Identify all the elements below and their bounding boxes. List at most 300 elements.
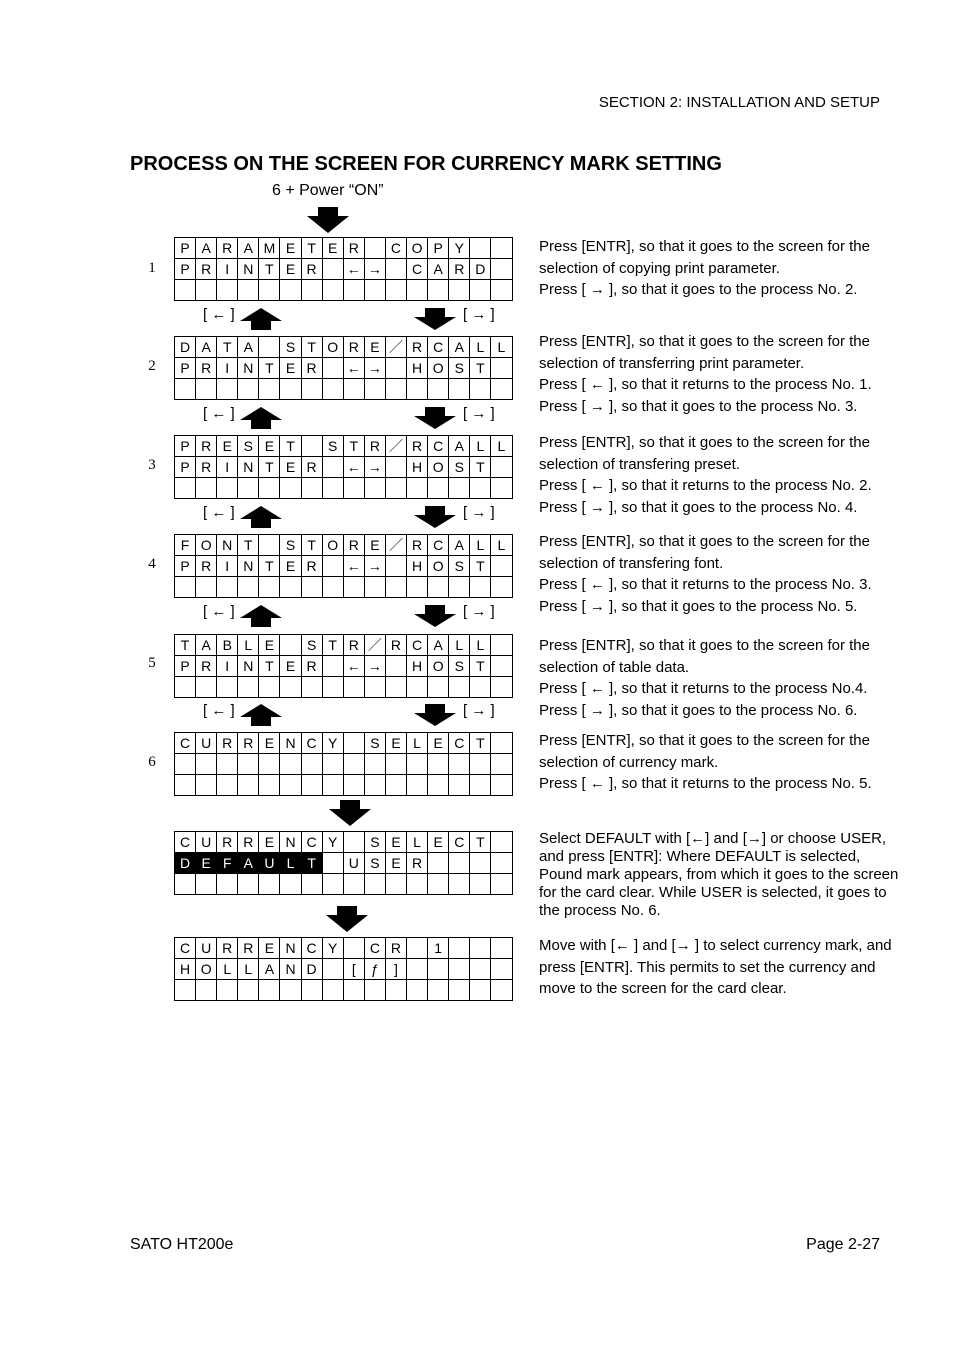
lcd-cell — [343, 577, 364, 598]
lcd-screen — [174, 336, 513, 400]
lcd-cell — [491, 457, 512, 478]
arrow-down-icon — [329, 800, 371, 826]
step-number: 5 — [148, 655, 156, 671]
lcd-cell: C — [301, 832, 322, 853]
page-title: PROCESS ON THE SCREEN FOR CURRENCY MARK SETTING — [130, 153, 722, 175]
lcd-screen — [174, 435, 513, 499]
lcd-cell: T — [280, 436, 301, 457]
lcd-cell: L — [217, 959, 238, 980]
lcd-row — [175, 938, 513, 959]
lcd-cell: Y — [322, 938, 343, 959]
lcd-cell: P — [175, 358, 196, 379]
lcd-cell: → — [364, 358, 385, 379]
lcd-cell: R — [343, 238, 364, 259]
section-header: SECTION 2: INSTALLATION AND SETUP — [598, 94, 880, 111]
lcd-cell: N — [280, 832, 301, 853]
lcd-cell — [175, 379, 196, 400]
description-line: Press [ → ], so that it goes to the process No. 3. — [539, 397, 858, 415]
lcd-cell: R — [301, 656, 322, 677]
lcd-cell — [407, 938, 428, 959]
lcd-cell: T — [259, 358, 280, 379]
lcd-cell: U — [196, 832, 217, 853]
key-left-label: [ ← ] — [203, 603, 235, 620]
lcd-cell — [385, 259, 406, 280]
lcd-cell: E — [280, 238, 301, 259]
lcd-cell: R — [449, 259, 470, 280]
arrow-down-icon — [414, 704, 456, 726]
lcd-cell — [428, 478, 449, 499]
lcd-cell — [491, 832, 512, 853]
lcd-cell: H — [407, 656, 428, 677]
lcd-cell — [470, 980, 491, 1001]
lcd-cell: A — [196, 238, 217, 259]
lcd-cell: I — [217, 656, 238, 677]
lcd-row — [175, 853, 513, 874]
lcd-cell — [364, 577, 385, 598]
lcd-cell: C — [449, 832, 470, 853]
lcd-cell — [343, 754, 364, 775]
lcd-cell: E — [196, 853, 217, 874]
lcd-row — [175, 635, 513, 656]
lcd-row — [175, 379, 513, 400]
lcd-cell — [407, 874, 428, 895]
lcd-cell — [280, 635, 301, 656]
lcd-cell — [364, 980, 385, 1001]
lcd-cell — [343, 280, 364, 301]
lcd-cell — [322, 980, 343, 1001]
lcd-cell — [343, 980, 364, 1001]
lcd-cell: U — [196, 938, 217, 959]
description-line: Press [ ← ], so that it returns to the process No.4. — [539, 680, 868, 697]
lcd-cell: E — [259, 832, 280, 853]
lcd-cell — [364, 677, 385, 698]
lcd-cell — [301, 577, 322, 598]
lcd-row — [175, 733, 513, 754]
lcd-cell: P — [175, 436, 196, 457]
lcd-cell: Y — [322, 733, 343, 754]
lcd-cell — [259, 677, 280, 698]
lcd-cell — [491, 379, 512, 400]
lcd-cell: R — [385, 635, 406, 656]
lcd-cell: F — [217, 853, 238, 874]
lcd-cell: P — [428, 238, 449, 259]
lcd-cell: O — [322, 337, 343, 358]
lcd-cell: L — [491, 535, 512, 556]
lcd-screen — [174, 534, 513, 598]
lcd-cell: T — [470, 733, 491, 754]
step-description — [539, 331, 899, 417]
lcd-cell: E — [385, 832, 406, 853]
lcd-cell: R — [407, 436, 428, 457]
lcd-cell — [322, 358, 343, 379]
lcd-cell: L — [491, 436, 512, 457]
lcd-cell — [175, 280, 196, 301]
lcd-cell — [322, 259, 343, 280]
lcd-cell — [385, 556, 406, 577]
lcd-cell — [238, 754, 259, 775]
arrow-down-icon — [307, 207, 349, 233]
lcd-row — [175, 677, 513, 698]
lcd-row — [175, 535, 513, 556]
lcd-row — [175, 457, 513, 478]
lcd-cell — [280, 280, 301, 301]
lcd-cell — [196, 379, 217, 400]
lcd-cell — [280, 775, 301, 796]
lcd-cell — [196, 677, 217, 698]
arrow-up-icon — [240, 704, 282, 726]
lcd-cell — [343, 775, 364, 796]
lcd-cell: → — [364, 259, 385, 280]
lcd-cell: A — [449, 535, 470, 556]
lcd-cell — [491, 635, 512, 656]
key-right-label: [ → ] — [463, 504, 495, 521]
lcd-cell: I — [217, 457, 238, 478]
lcd-cell — [491, 938, 512, 959]
lcd-cell: T — [470, 358, 491, 379]
lcd-cell: E — [364, 337, 385, 358]
lcd-cell — [364, 379, 385, 400]
lcd-cell — [301, 980, 322, 1001]
lcd-cell — [238, 677, 259, 698]
lcd-cell — [238, 379, 259, 400]
lcd-cell: E — [259, 635, 280, 656]
lcd-cell: E — [322, 238, 343, 259]
lcd-cell: E — [280, 259, 301, 280]
lcd-row — [175, 959, 513, 980]
lcd-cell — [343, 478, 364, 499]
lcd-cell — [428, 959, 449, 980]
arrow-down-icon — [326, 906, 368, 932]
lcd-cell — [407, 280, 428, 301]
step-number: 4 — [148, 556, 156, 572]
lcd-cell: E — [259, 733, 280, 754]
lcd-cell — [259, 337, 280, 358]
lcd-cell: I — [217, 358, 238, 379]
lcd-row — [175, 259, 513, 280]
lcd-cell — [385, 656, 406, 677]
lcd-cell — [364, 874, 385, 895]
lcd-cell — [217, 280, 238, 301]
lcd-cell — [449, 959, 470, 980]
lcd-row — [175, 556, 513, 577]
lcd-cell — [449, 874, 470, 895]
lcd-cell: C — [428, 337, 449, 358]
lcd-cell — [407, 478, 428, 499]
lcd-cell — [364, 754, 385, 775]
description-line: Select DEFAULT with [←] and [→] or choose USER, and press [ENTR]: Where DEFAULT is selected, Pound mark appears, from which it goes to the screen for the card clear. While USER is selected, it goes to the process No. 6. — [539, 830, 899, 919]
lcd-cell — [449, 379, 470, 400]
lcd-cell — [238, 280, 259, 301]
lcd-cell: C — [449, 733, 470, 754]
lcd-cell: C — [407, 635, 428, 656]
lcd-cell: S — [364, 853, 385, 874]
lcd-cell: C — [175, 733, 196, 754]
lcd-cell: T — [301, 535, 322, 556]
lcd-cell: P — [175, 259, 196, 280]
description-line: Press [ENTR], so that it goes to the screen for the selection of transferring print parameter. — [539, 333, 870, 372]
lcd-cell: A — [449, 436, 470, 457]
lcd-cell — [217, 577, 238, 598]
lcd-cell — [470, 938, 491, 959]
lcd-cell: T — [259, 259, 280, 280]
lcd-cell: P — [175, 556, 196, 577]
lcd-cell: S — [449, 656, 470, 677]
lcd-row — [175, 656, 513, 677]
lcd-cell — [449, 577, 470, 598]
lcd-cell — [449, 853, 470, 874]
lcd-cell: U — [259, 853, 280, 874]
lcd-cell — [470, 280, 491, 301]
lcd-cell: R — [407, 337, 428, 358]
key-right-label: [ → ] — [463, 306, 495, 323]
lcd-cell: C — [428, 535, 449, 556]
lcd-row — [175, 754, 513, 775]
lcd-cell — [196, 478, 217, 499]
lcd-cell: C — [407, 259, 428, 280]
lcd-cell: A — [196, 635, 217, 656]
lcd-cell — [428, 874, 449, 895]
lcd-cell — [238, 775, 259, 796]
lcd-cell: L — [407, 733, 428, 754]
lcd-cell — [322, 754, 343, 775]
lcd-cell: R — [196, 259, 217, 280]
lcd-cell — [343, 874, 364, 895]
lcd-cell: ] — [385, 959, 406, 980]
lcd-row — [175, 980, 513, 1001]
lcd-cell: ƒ — [364, 959, 385, 980]
lcd-cell — [196, 775, 217, 796]
lcd-cell — [428, 775, 449, 796]
lcd-cell: → — [364, 457, 385, 478]
lcd-cell — [449, 775, 470, 796]
lcd-screen — [174, 937, 513, 1001]
lcd-cell — [385, 677, 406, 698]
lcd-cell — [364, 478, 385, 499]
lcd-cell — [196, 980, 217, 1001]
lcd-cell — [322, 457, 343, 478]
step-description — [539, 432, 899, 518]
lcd-cell: L — [449, 635, 470, 656]
lcd-cell — [301, 874, 322, 895]
arrow-down-icon — [414, 407, 456, 429]
step-number: 3 — [148, 457, 156, 473]
lcd-cell — [407, 959, 428, 980]
lcd-cell — [322, 775, 343, 796]
lcd-cell — [491, 478, 512, 499]
description-line: Press [ENTR], so that it goes to the screen for the selection of table data. — [539, 637, 870, 676]
lcd-cell — [491, 980, 512, 1001]
lcd-cell: O — [196, 535, 217, 556]
lcd-cell: R — [196, 358, 217, 379]
lcd-cell: H — [175, 959, 196, 980]
description-line: Press [ ← ], so that it returns to the process No. 2. — [539, 477, 872, 494]
description-line: Press [ ← ], so that it returns to the process No. 3. — [539, 576, 872, 593]
lcd-cell — [407, 754, 428, 775]
lcd-cell: R — [301, 457, 322, 478]
lcd-cell: U — [196, 733, 217, 754]
lcd-cell: R — [238, 938, 259, 959]
description-line: Press [ → ], so that it goes to the process No. 2. — [539, 281, 858, 298]
description-line: Press [ ← ], so that it returns to the process No. 1. — [539, 376, 872, 393]
lcd-cell: R — [343, 535, 364, 556]
step-description — [539, 531, 899, 617]
lcd-cell — [217, 677, 238, 698]
lcd-cell: O — [428, 556, 449, 577]
lcd-cell: C — [301, 733, 322, 754]
lcd-cell — [280, 379, 301, 400]
lcd-cell — [238, 478, 259, 499]
lcd-cell — [217, 754, 238, 775]
lcd-cell: T — [238, 535, 259, 556]
lcd-cell: N — [238, 656, 259, 677]
lcd-screen — [174, 831, 513, 895]
lcd-cell: L — [470, 535, 491, 556]
lcd-cell — [217, 874, 238, 895]
lcd-cell — [175, 677, 196, 698]
lcd-cell — [385, 358, 406, 379]
lcd-cell — [217, 379, 238, 400]
lcd-cell — [491, 733, 512, 754]
lcd-cell — [470, 754, 491, 775]
lcd-row — [175, 478, 513, 499]
lcd-cell — [385, 478, 406, 499]
lcd-cell: R — [238, 832, 259, 853]
lcd-cell — [175, 874, 196, 895]
lcd-cell: A — [428, 635, 449, 656]
step-description — [539, 830, 899, 920]
lcd-cell — [449, 980, 470, 1001]
lcd-cell: R — [385, 938, 406, 959]
lcd-cell: E — [259, 938, 280, 959]
lcd-cell: H — [407, 556, 428, 577]
lcd-cell — [407, 980, 428, 1001]
lcd-cell: T — [301, 238, 322, 259]
lcd-cell — [280, 980, 301, 1001]
lcd-cell: N — [217, 535, 238, 556]
lcd-cell: R — [217, 733, 238, 754]
lcd-cell: Y — [449, 238, 470, 259]
footer-product: SATO HT200e — [130, 1236, 234, 1253]
lcd-cell: E — [280, 358, 301, 379]
lcd-row — [175, 436, 513, 457]
lcd-cell: T — [259, 656, 280, 677]
lcd-cell: N — [238, 556, 259, 577]
lcd-row — [175, 358, 513, 379]
lcd-cell: S — [449, 358, 470, 379]
lcd-cell: C — [385, 238, 406, 259]
lcd-cell: S — [449, 556, 470, 577]
lcd-cell — [343, 832, 364, 853]
lcd-row — [175, 238, 513, 259]
lcd-cell — [301, 436, 322, 457]
step-description — [539, 635, 899, 721]
lcd-cell — [407, 775, 428, 796]
lcd-cell: O — [428, 358, 449, 379]
description-line: Press [ENTR], so that it goes to the screen for the selection of transfering font. — [539, 533, 870, 572]
lcd-cell: F — [175, 535, 196, 556]
lcd-cell — [238, 577, 259, 598]
lcd-cell: T — [343, 436, 364, 457]
lcd-cell — [491, 775, 512, 796]
lcd-cell: ← — [343, 259, 364, 280]
arrow-up-icon — [240, 308, 282, 330]
lcd-cell — [385, 280, 406, 301]
lcd-cell: T — [217, 337, 238, 358]
lcd-cell — [217, 980, 238, 1001]
lcd-cell: E — [280, 556, 301, 577]
lcd-cell: A — [238, 853, 259, 874]
lcd-cell — [428, 754, 449, 775]
lcd-cell: U — [343, 853, 364, 874]
lcd-cell — [217, 478, 238, 499]
lcd-cell: ／ — [385, 337, 406, 358]
lcd-cell: E — [428, 832, 449, 853]
step-description — [539, 730, 899, 795]
lcd-cell — [428, 280, 449, 301]
lcd-cell — [470, 775, 491, 796]
lcd-cell: N — [280, 733, 301, 754]
lcd-cell — [385, 457, 406, 478]
lcd-cell — [259, 874, 280, 895]
lcd-cell: E — [428, 733, 449, 754]
lcd-cell: R — [238, 733, 259, 754]
lcd-cell: ← — [343, 358, 364, 379]
key-right-label: [ → ] — [463, 405, 495, 422]
lcd-cell: L — [491, 337, 512, 358]
lcd-cell — [491, 677, 512, 698]
lcd-cell — [449, 938, 470, 959]
lcd-cell: R — [364, 436, 385, 457]
lcd-cell — [259, 754, 280, 775]
lcd-cell: → — [364, 556, 385, 577]
lcd-cell — [322, 656, 343, 677]
lcd-cell — [364, 775, 385, 796]
lcd-cell — [322, 874, 343, 895]
lcd-cell: [ — [343, 959, 364, 980]
description-line: Press [ENTR], so that it goes to the screen for the selection of currency mark. — [539, 732, 870, 771]
lcd-cell — [364, 280, 385, 301]
lcd-cell — [301, 280, 322, 301]
lcd-cell: B — [217, 635, 238, 656]
lcd-row — [175, 337, 513, 358]
lcd-cell — [407, 379, 428, 400]
lcd-cell: R — [196, 556, 217, 577]
lcd-cell: ← — [343, 656, 364, 677]
lcd-row — [175, 280, 513, 301]
lcd-cell: E — [280, 656, 301, 677]
lcd-cell — [449, 677, 470, 698]
lcd-cell — [491, 358, 512, 379]
lcd-cell — [491, 280, 512, 301]
step-description — [539, 935, 899, 1000]
lcd-cell — [322, 677, 343, 698]
lcd-cell: N — [238, 259, 259, 280]
lcd-cell: E — [364, 535, 385, 556]
lcd-cell: T — [470, 656, 491, 677]
lcd-cell — [259, 379, 280, 400]
lcd-cell: S — [364, 832, 385, 853]
lcd-row — [175, 874, 513, 895]
lcd-cell: R — [343, 635, 364, 656]
lcd-cell: T — [259, 556, 280, 577]
lcd-cell: D — [175, 853, 196, 874]
lcd-cell: O — [407, 238, 428, 259]
lcd-cell: ／ — [385, 535, 406, 556]
lcd-cell: S — [449, 457, 470, 478]
arrow-up-icon — [240, 605, 282, 627]
lcd-cell — [196, 754, 217, 775]
step-number: 1 — [148, 260, 156, 276]
